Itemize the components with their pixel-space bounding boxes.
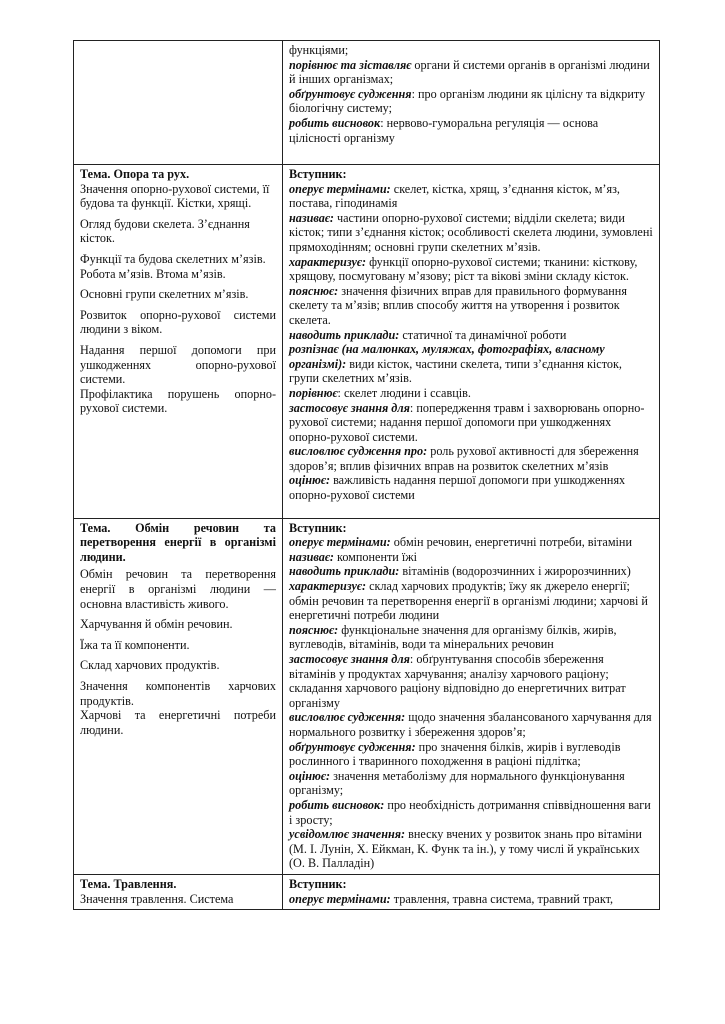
outcome-line: робить висновок: нервово-гуморальна регуляція — основа цілісності організму — [289, 115, 599, 145]
outcome-line: застосовує знання для: попередження травм і захворювань опорно-рухової системи; надання першої допомоги при ушкодженнях опорно-рухової системи. — [289, 400, 645, 444]
outcome-line: оперує термінами: обмін речовин, енергетичні потреби, вітаміни — [289, 535, 632, 550]
outcome-line: характеризує: склад харчових продуктів; їжу як джерело енергії; обмін речовин та перетворення енергії в організмі людини; харчові й енергетичні потреби людини — [289, 579, 648, 623]
outcome-line: обґрунтовує судження: про організм людини як цілісну та відкриту біологічну систему; — [289, 86, 646, 116]
topic-title: Тема. Травлення. — [80, 876, 177, 891]
outcome-line: висловлює судження: щодо значення збалансованого харчування для нормального розвитку і збереження здоров’я; — [289, 710, 652, 739]
outcome-line: оперує термінами: травлення, травна система, травний тракт, — [289, 891, 614, 906]
outcome-line: висловлює судження про: роль рухової активності для збереження здоров’я; вплив фізичних вправ на розвиток скелетних м’язів — [289, 444, 639, 473]
topic-item: Їжа та її компоненти. — [80, 637, 190, 652]
right-cell — [283, 518, 660, 874]
section-header: Вступник: — [289, 876, 347, 891]
table-row — [74, 518, 660, 874]
outcome-line: оперує термінами: скелет, кістка, хрящ, з’єднання кісток, м’яз, постава, гіподинамія — [289, 181, 620, 211]
topic-item: Функції та будова скелетних м’язів. Робота м’язів. Втома м’язів. — [80, 251, 266, 281]
topic-item: Основні групи скелетних м’язів. — [80, 287, 249, 302]
section-header: Вступник: — [289, 520, 347, 535]
topic-item: Огляд будови скелета. З’єднання кісток. — [80, 216, 250, 246]
outcome-line: функціями; — [289, 43, 349, 57]
outcome-line: називає: частини опорно-рухової системи; відділи скелета; види кісток; типи з’єднання кісток; особливості скелета людини, зумовлені прямоходінням; основні групи скелетних м’язів. — [289, 210, 653, 254]
right-cell — [283, 874, 660, 909]
outcome-line: обґрунтовує судження: про значення білків, жирів і вуглеводів рослинного і тваринного походження в раціоні підлітка; — [289, 739, 621, 769]
topic-title: Тема. Опора та рух. — [80, 167, 190, 181]
outcome-line: порівнює та зіставляє органи й системи органів в організмі людини й інших організмах; — [289, 57, 650, 87]
outcome-line: наводить приклади: вітамінів (водорозчинних і жиророзчинних) — [289, 564, 631, 579]
outcome-line: наводить приклади: статичної та динамічної роботи — [289, 327, 567, 342]
outcome-line: робить висновок: про необхідність дотримання співвідношення ваги і зросту; — [289, 797, 651, 827]
outcome-line: оцінює: значення метаболізму для нормального функціонування організму; — [289, 768, 625, 798]
topic-item: Профілактика порушень опорно-рухової системи. — [80, 386, 276, 416]
outcome-line: розпізнає (на малюнках, муляжах, фотографіях, власному організмі): види кісток, частини скелета, типи з’єднання кісток, групи скелетних м’язів. — [289, 342, 622, 386]
left-cell — [74, 41, 283, 165]
outcome-line: називає: компоненти їжі — [289, 549, 418, 564]
outcome-line: застосовує знання для: обґрунтування способів збереження вітамінів у продуктах харчування; аналізу харчового раціону; складання харчового раціону відповідно до енергетичних витрат організму — [289, 652, 626, 710]
topic-item: Обмін речовин та перетворення енергії в організмі людини — основна властивість живого. — [80, 567, 276, 611]
curriculum-table — [73, 40, 660, 910]
outcome-line: характеризує: функції опорно-рухової системи; тканини: кісткову, хрящову, посмуговану м’язову; ріст та вікові зміни складу кісток. — [289, 254, 638, 284]
outcome-line: порівнює: скелет людини і ссавців. — [289, 385, 471, 400]
left-cell — [74, 874, 283, 909]
topic-item: Значення компонентів харчових продуктів. — [80, 679, 276, 708]
outcome-line: пояснює: значення фізичних вправ для правильного формування скелету та м’язів; вплив способу життя на утворення і розвиток скелета. — [289, 283, 627, 327]
right-cell — [283, 165, 660, 519]
outcome-line: пояснює: функціональне значення для організму білків, жирів, вуглеводів, вітамінів, води та мінеральних речовин — [289, 622, 617, 652]
table-row — [74, 874, 660, 909]
table-row — [74, 165, 660, 519]
table-row — [74, 41, 660, 165]
topic-title: Тема. Обмін речовин та перетворення енергії в організмі людини. — [80, 520, 276, 564]
topic-item: Харчування й обмін речовин. — [80, 617, 233, 632]
left-cell — [74, 518, 283, 874]
topic-item: Харчові та енергетичні потреби людини. — [80, 708, 276, 737]
topic-item: Надання першої допомоги при ушкодженнях опорно-рухової системи. — [80, 342, 276, 387]
right-cell — [283, 41, 660, 165]
topic-item: Розвиток опорно-рухової системи людини з віком. — [80, 307, 276, 337]
topic-item: Значення травлення. Система — [80, 891, 234, 906]
topic-item: Значення опорно-рухової системи, її будова та функції. Кістки, хрящі. — [80, 181, 270, 211]
outcome-line: оцінює: важливість надання першої допомоги при ушкодженнях опорно-рухової системи — [289, 473, 626, 503]
topic-item: Склад харчових продуктів. — [80, 658, 220, 673]
left-cell — [74, 165, 283, 519]
outcome-line: усвідомлює значення: внеску вчених у розвиток знань про вітаміни (М. І. Лунін, Х. Ейкман, К. Функ та ін.), у тому числі й українських (О. В. Палладін) — [289, 827, 642, 871]
section-header: Вступник: — [289, 167, 347, 181]
